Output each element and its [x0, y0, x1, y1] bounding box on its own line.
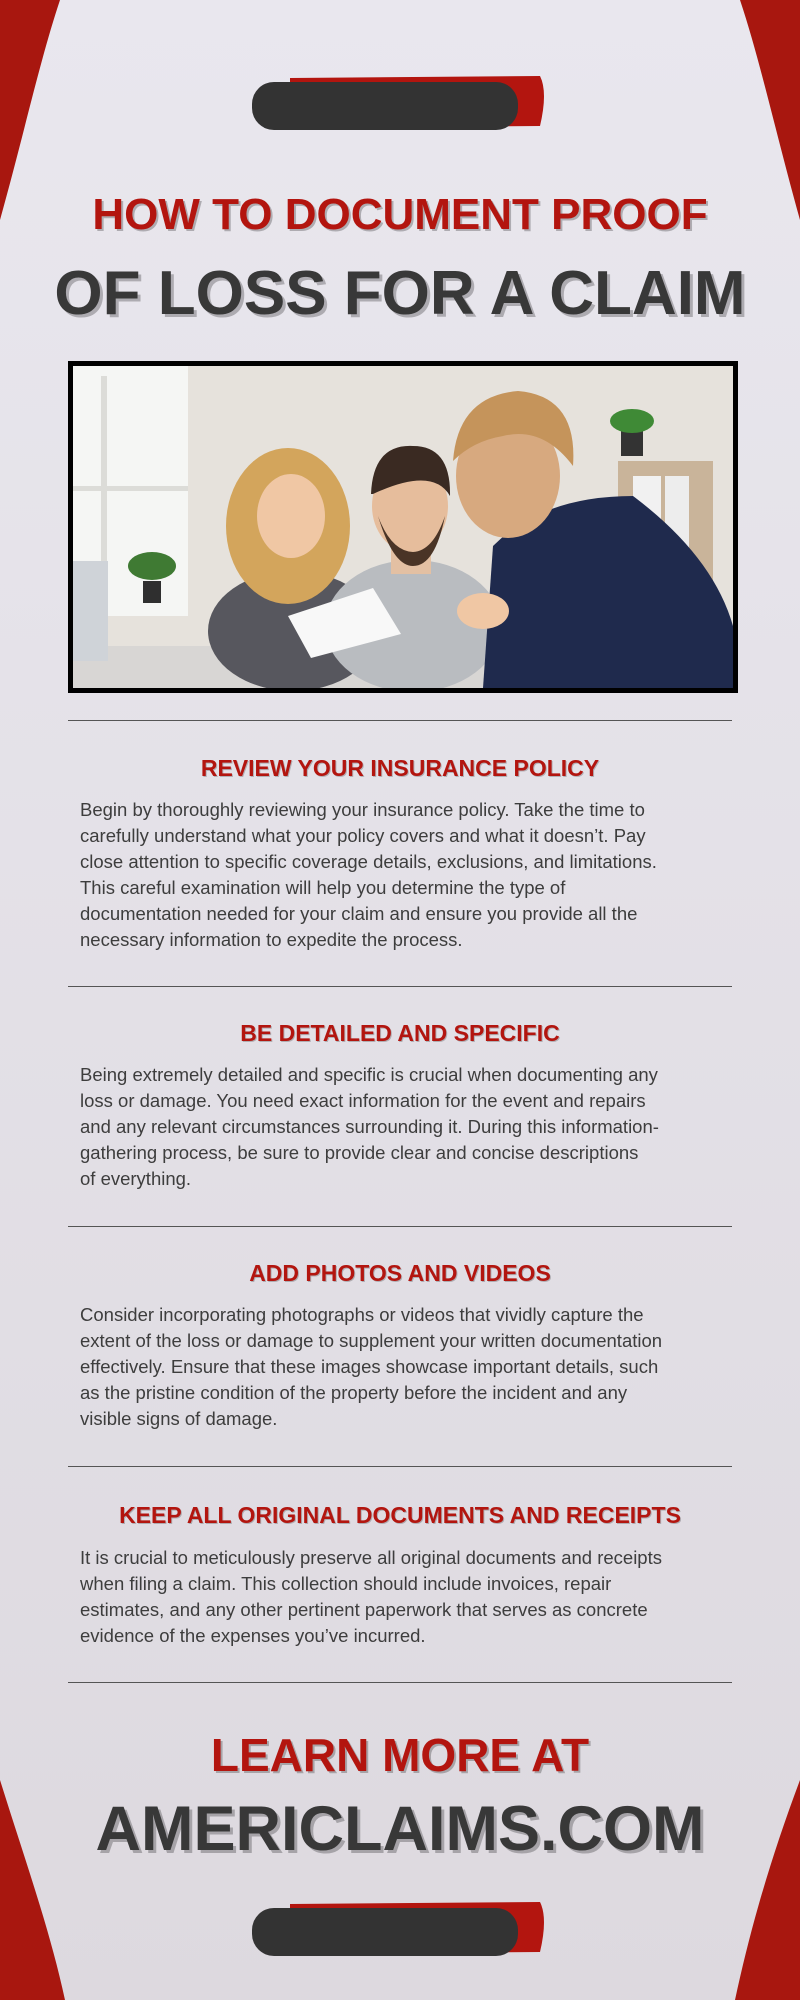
body-line: This careful examination will help you determine the type of: [80, 877, 566, 898]
body-line: effectively. Ensure that these images showcase important details, such: [80, 1356, 659, 1377]
section-heading-photos-videos: ADD PHOTOS AND VIDEOS: [249, 1260, 551, 1286]
logo-placeholder-bottom: [250, 1898, 550, 1958]
body-line: Being extremely detailed and specific is crucial when documenting any: [80, 1064, 658, 1085]
divider: [68, 1682, 732, 1683]
body-line: It is crucial to meticulously preserve all original documents and receipts: [80, 1547, 662, 1568]
body-line: extent of the loss or damage to supplement your written documentation: [80, 1330, 663, 1351]
divider: [68, 1226, 732, 1227]
section-heading-keep-documents: KEEP ALL ORIGINAL DOCUMENTS AND RECEIPTS: [119, 1502, 681, 1528]
body-line: evidence of the expenses you’ve incurred.: [80, 1625, 426, 1646]
body-line: Consider incorporating photographs or videos that vividly capture the: [80, 1304, 644, 1325]
body-line: estimates, and any other pertinent paperwork that serves as concrete: [80, 1599, 648, 1620]
section-body-keep-documents: [80, 1545, 732, 1649]
section-body-review-policy: [80, 797, 732, 953]
body-line: gathering process, be sure to provide clear and concise descriptions: [80, 1142, 639, 1163]
cta-line-1: LEARN MORE AT: [210, 1729, 590, 1781]
section-heading-detailed-specific: BE DETAILED AND SPECIFIC: [240, 1020, 560, 1046]
photo-of-client-meeting-with-agent-icon: [73, 366, 733, 688]
title-line-2: OF LOSS FOR A CLAIM: [54, 259, 746, 328]
divider: [68, 1466, 732, 1467]
hero-photo: [68, 361, 738, 693]
divider: [68, 986, 732, 987]
body-line: when filing a claim. This collection should include invoices, repair: [80, 1573, 612, 1594]
body-line: loss or damage. You need exact information for the event and repairs: [80, 1090, 646, 1111]
logo-placeholder-top: [250, 72, 550, 132]
section-body-detailed-specific: [80, 1062, 732, 1192]
body-line: as the pristine condition of the property before the incident and any: [80, 1382, 628, 1403]
body-line: of everything.: [80, 1168, 192, 1189]
title-line-1: HOW TO DOCUMENT PROOF: [92, 190, 708, 239]
section-body-photos-videos: [80, 1302, 732, 1432]
body-line: and any relevant circumstances surrounding it. During this information-: [80, 1116, 659, 1137]
cta-website-link[interactable]: AMERICLAIMS.COM: [95, 1794, 705, 1864]
section-heading-review-policy: REVIEW YOUR INSURANCE POLICY: [200, 755, 600, 781]
body-line: carefully understand what your policy covers and what it doesn’t. Pay: [80, 825, 646, 846]
body-line: Begin by thoroughly reviewing your insurance policy. Take the time to: [80, 799, 645, 820]
body-line: visible signs of damage.: [80, 1408, 278, 1429]
divider: [68, 720, 732, 721]
body-line: documentation needed for your claim and ensure you provide all the: [80, 903, 638, 924]
body-line: necessary information to expedite the process.: [80, 929, 463, 950]
body-line: close attention to specific coverage details, exclusions, and limitations.: [80, 851, 657, 872]
